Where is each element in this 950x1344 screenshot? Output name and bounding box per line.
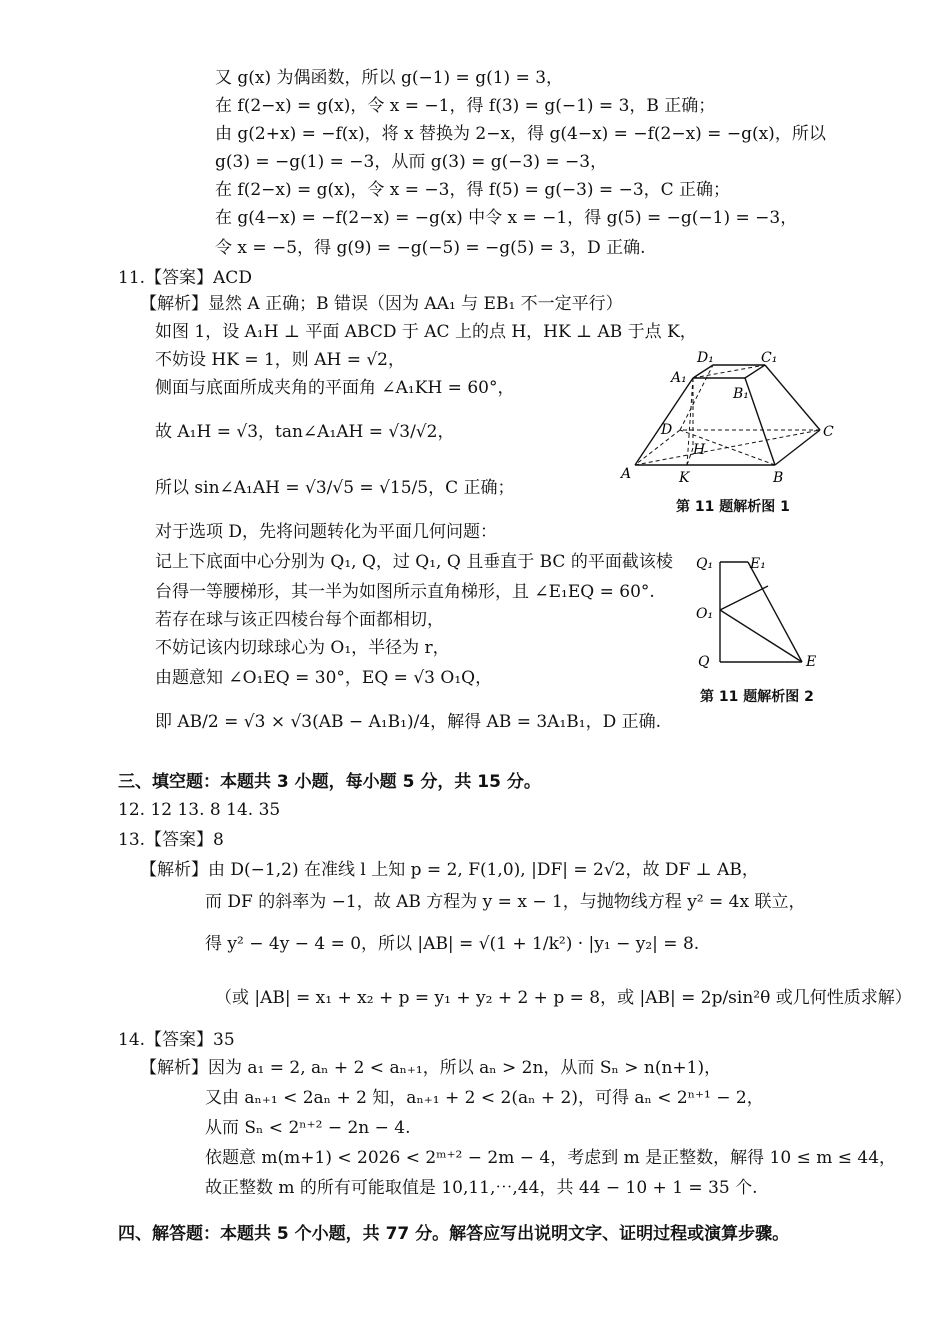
label-d: D [661, 422, 673, 438]
text-line: 台得一等腰梯形，其一半为如图所示直角梯形，且 ∠E₁EQ = 60°. [155, 582, 655, 602]
label-a1: A₁ [671, 370, 687, 386]
text-line: 得 y² − 4y − 4 = 0，所以 |AB| = √(1 + 1/k²) · |y₁ − y₂| = 8. [205, 934, 700, 954]
label-b: B [773, 470, 784, 486]
text-line: 又 g(x) 为偶函数，所以 g(−1) = g(1) = 3， [215, 68, 564, 88]
text-line: 若存在球与该正四棱台每个面都相切， [155, 610, 444, 630]
text-line: 而 DF 的斜率为 −1，故 AB 方程为 y = x − 1，与抛物线方程 y² = 4x 联立， [205, 892, 806, 912]
label-q: Q [698, 654, 710, 670]
side-e1e [748, 562, 802, 662]
edge-bc [775, 430, 820, 465]
answer-heading-14: 14.【答案】35 [118, 1030, 235, 1050]
figure-trapezoid [690, 548, 830, 678]
label-b1: B₁ [733, 386, 749, 402]
text-line: 如图 1，设 A₁H ⊥ 平面 ABCD 于 AC 上的点 H，HK ⊥ AB 于点 K， [155, 322, 697, 342]
edge-da [635, 430, 680, 465]
text-line: 即 AB/2 = √3 × √3(AB − A₁B₁)/4，解得 AB = 3A₁B₁，D 正确. [155, 712, 662, 732]
label-c1: C₁ [761, 350, 778, 366]
edge-cc1 [765, 365, 820, 430]
section-heading-solutions: 四、解答题：本题共 5 个小题，共 77 分。解答应写出说明文字、证明过程或演算步骤。 [118, 1224, 790, 1244]
label-o1: O₁ [696, 606, 714, 622]
edge-b1c1 [745, 365, 765, 378]
answer-heading-13: 13.【答案】8 [118, 830, 224, 850]
text-line: 【解析】因为 a₁ = 2, aₙ + 2 < aₙ₊₁，所以 aₙ > 2n，从而 Sₙ > n(n+1)， [140, 1058, 722, 1078]
text-line: 【解析】显然 A 正确；B 错误（因为 AA₁ 与 EB₁ 不一定平行） [140, 294, 623, 314]
text-line: 依题意 m(m+1) < 2026 < 2ᵐ⁺² − 2m − 4，考虑到 m 是正整数，解得 10 ≤ m ≤ 44， [205, 1148, 897, 1168]
text-line: 从而 Sₙ < 2ⁿ⁺² − 2n − 4. [205, 1118, 411, 1138]
label-e1: E₁ [750, 556, 766, 572]
answer-heading-11: 11.【答案】ACD [118, 268, 252, 288]
text-line: 所以 sin∠A₁AH = √3/√5 = √15/5，C 正确； [155, 478, 515, 498]
figure1-caption: 第 11 题解析图 1 [676, 499, 790, 515]
text-line: 故 A₁H = √3，tan∠A₁AH = √3/√2， [155, 422, 455, 442]
text-line: 故正整数 m 的所有可能取值是 10,11,⋯,44，共 44 − 10 + 1 = 35 个. [205, 1178, 758, 1198]
text-line: 在 g(4−x) = −f(2−x) = −g(x) 中令 x = −1，得 g(5) = −g(−1) = −3， [215, 208, 798, 228]
label-a: A [621, 466, 632, 482]
text-line: 记上下底面中心分别为 Q₁, Q，过 Q₁, Q 且垂直于 BC 的平面截该棱 [155, 552, 673, 572]
text-line: 在 f(2−x) = g(x)，令 x = −3，得 f(5) = g(−3) = −3，C 正确； [215, 180, 731, 200]
text-line: 对于选项 D，先将问题转化为平面几何问题： [155, 522, 498, 542]
text-line: 【解析】由 D(−1,2) 在准线 l 上知 p = 2, F(1,0), |DF| = 2√2，故 DF ⊥ AB， [140, 860, 759, 880]
section-heading-fill-in: 三、填空题：本题共 3 小题，每小题 5 分，共 15 分。 [118, 772, 541, 792]
text-line: 不妨记该内切球球心为 O₁，半径为 r， [155, 638, 450, 658]
label-h: H [693, 442, 706, 458]
label-q1: Q₁ [696, 556, 714, 572]
label-c: C [823, 424, 834, 440]
figure-frustum [615, 350, 845, 490]
text-line: （或 |AB| = x₁ + x₂ + p = y₁ + y₂ + 2 + p = 8，或 |AB| = 2p/sin²θ 或几何性质求解） [215, 988, 912, 1008]
segment-o1e [720, 610, 802, 662]
edge-bb1 [745, 378, 775, 465]
text-line: 侧面与底面所成夹角的平面角 ∠A₁KH = 60°， [155, 378, 515, 398]
text-line: 由 g(2+x) = −f(x)，将 x 替换为 2−x，得 g(4−x) = −f(2−x) = −g(x)，所以 [215, 124, 826, 144]
label-k: K [679, 470, 690, 486]
text-line: 又由 aₙ₊₁ < 2aₙ + 2 知，aₙ₊₁ + 2 < 2(aₙ + 2)，可得 aₙ < 2ⁿ⁺¹ − 2， [205, 1088, 764, 1108]
text-line: 在 f(2−x) = g(x)，令 x = −1，得 f(3) = g(−1) = 3，B 正确； [215, 96, 716, 116]
label-d1: D₁ [697, 350, 714, 366]
segment-o1-tangent [720, 586, 768, 610]
text-line: 由题意知 ∠O₁EQ = 30°，EQ = √3 O₁Q， [155, 668, 493, 688]
text-line: 12. 12 13. 8 14. 35 [118, 800, 281, 820]
text-line: 令 x = −5，得 g(9) = −g(−5) = −g(5) = 3，D 正确. [215, 238, 646, 258]
figure2-caption: 第 11 题解析图 2 [700, 689, 814, 705]
label-e: E [806, 654, 817, 670]
text-line: g(3) = −g(1) = −3，从而 g(3) = g(−3) = −3， [215, 152, 608, 172]
text-line: 不妨设 HK = 1，则 AH = √2， [155, 350, 406, 370]
